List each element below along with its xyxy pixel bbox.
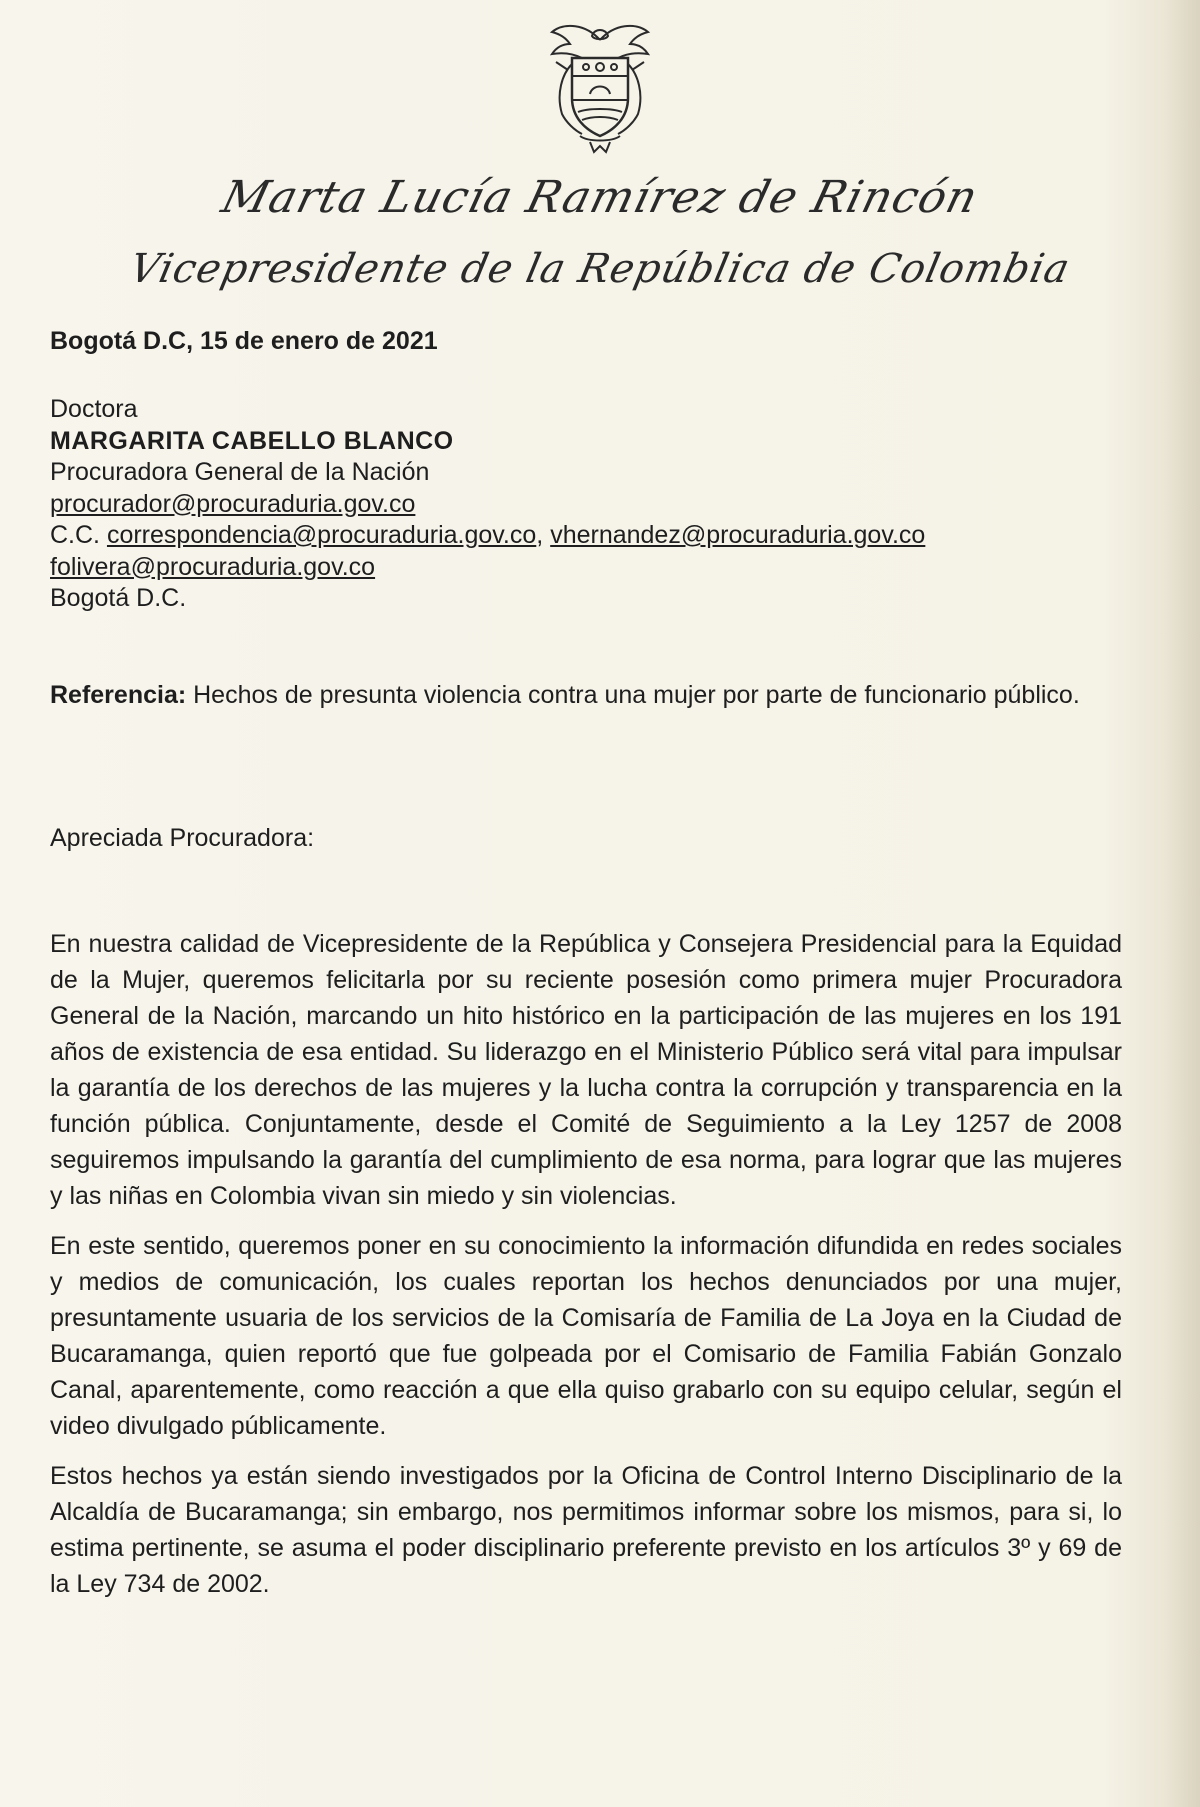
addressee-block	[50, 394, 925, 615]
letter-date: Bogotá D.C, 15 de enero de 2021	[50, 327, 438, 355]
letter-body	[50, 926, 1122, 1616]
reference-label: Referencia:	[50, 681, 187, 709]
addressee-city: Bogotá D.C.	[50, 584, 187, 612]
reference-text: Hechos de presunta violencia contra una mujer por parte de funcionario público.	[193, 681, 1080, 709]
cc-line	[50, 520, 925, 552]
addressee-salutation-title: Doctora	[50, 395, 138, 423]
body-paragraph-1: En nuestra calidad de Vicepresidente de la República y Consejera Presidencial para la Equidad de la Mujer, queremos felicitarla por su reciente posesión como primera mujer Procuradora General de la Nación, marcando un hito histórico en la participación de las mujeres en los 191 años de existencia de esa entidad. Su liderazgo en el Ministerio Público será vital para impulsar la garantía de los derechos de las mujeres y la lucha contra la corrupción y transparencia en la función pública. Conjuntamente, desde el Comité de Seguimiento a la Ley 1257 de 2008 seguiremos impulsando la garantía del cumplimiento de esa norma, para lograr que las mujeres y las niñas en Colombia vivan sin miedo y sin violencias.	[50, 930, 1122, 1210]
cc-label: C.C.	[50, 521, 100, 549]
cc-email-link-2[interactable]: vhernandez@procuraduria.gov.co	[550, 521, 926, 549]
reference-block	[50, 680, 1122, 711]
header-signature-title: Vicepresidente de la República de Colombia	[125, 246, 1075, 292]
header-signature-name: Marta Lucía Ramírez de Rincón	[216, 172, 984, 223]
addressee-name: MARGARITA CABELLO BLANCO	[50, 426, 454, 455]
cc-separator: ,	[536, 521, 544, 549]
letter-salutation: Apreciada Procuradora:	[50, 824, 315, 852]
addressee-email-link[interactable]: procurador@procuraduria.gov.co	[50, 489, 416, 518]
cc-email-link-3[interactable]: folivera@procuraduria.gov.co	[50, 552, 376, 581]
body-paragraph-2: En este sentido, queremos poner en su conocimiento la información difundida en redes sociales y medios de comunicación, los cuales reportan los hechos denunciados por una mujer, presuntamente usuaria de los servicios de la Comisaría de Familia de La Joya en la Ciudad de Bucaramanga, quien reportó que fue golpeada por el Comisario de Familia Fabián Gonzalo Canal, aparentemente, como reacción a que ella quiso grabarlo con su equipo celular, según el video divulgado públicamente.	[50, 1232, 1122, 1440]
body-paragraph-3: Estos hechos ya están siendo investigados por la Oficina de Control Interno Disciplinario de la Alcaldía de Bucaramanga; sin embargo, nos permitimos informar sobre los mismos, para si, lo estima pertinente, se asuma el poder disciplinario preferente previsto en los artículos 3º y 69 de la Ley 734 de 2002.	[50, 1462, 1122, 1598]
coat-of-arms-icon	[538, 14, 662, 156]
cc-email-link-1[interactable]: correspondencia@procuraduria.gov.co	[106, 521, 537, 549]
addressee-position: Procuradora General de la Nación	[50, 458, 430, 486]
